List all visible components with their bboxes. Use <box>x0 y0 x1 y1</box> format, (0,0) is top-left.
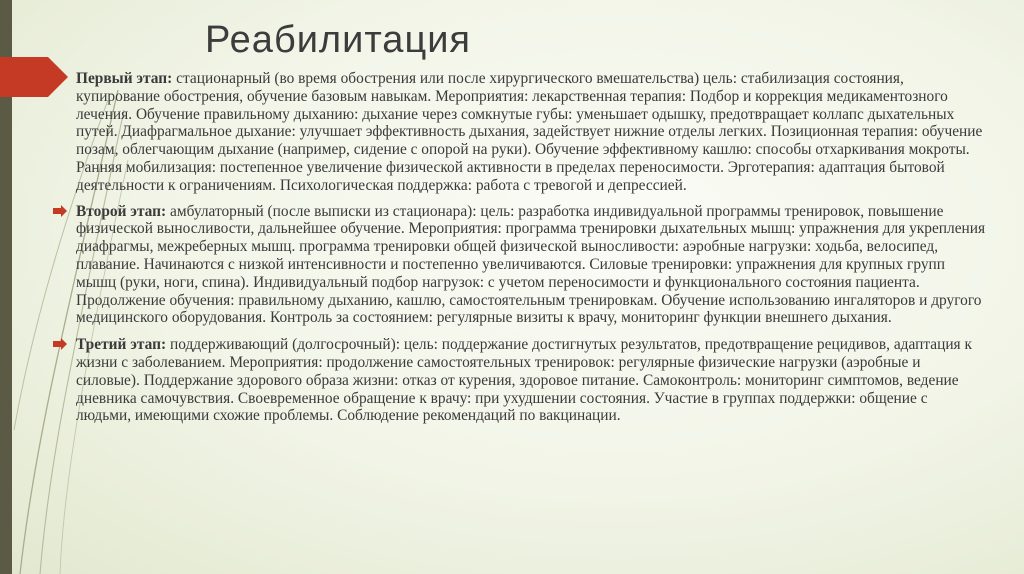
stage-3-text: поддерживающий (долгосрочный): цель: поддержание достигнутых результатов, предотвращение рецидивов, адаптация к жизни с заболеванием. Мероприятия: продолжение самостоятельных тренировок: регулярные физические нагрузки (аэробные и силовые). Поддержание здорового образа жизни: отказ от курения, здоровое питание. Самоконтроль: мониторинг симптомов, ведение дневника самочувствия. Своевременное обращение к врачу: при ухудшении состояния. Участие в группах поддержки: общение с людьми, имеющими схожие проблемы. Соблюдение рекомендаций по вакцинации. <box>76 336 972 425</box>
stage-1-text: стационарный (во время обострения или после хирургического вмешательства) цель: стабилизация состояния, купирование обострения, обучение базовым навыкам. Мероприятия: лекарственная терапия: Подбор и коррекция медикаментозного лечения. Обучение правильному дыханию: дыхание через сомкнутые губы: уменьшает одышку, предотвращает коллапс дыхательных путей. Диафрагмальное дыхание: улучшает эффективность дыхания, задействует нижние отделы легких. Позиционная терапия: обучение позам, облегчающим дыхание (например, сидение с опорой на руки). Обучение эффективному кашлю: способы отхаркивания мокроты. Ранняя мобилизация: постепенное увеличение физической активности в пределах переносимости. Эрготерапия: адаптация бытовой деятельности к ограничениям. Психологическая поддержка: работа с тревогой и депрессией. <box>76 70 983 194</box>
red-accent-tab <box>0 57 68 97</box>
stage-paragraph-1 <box>76 70 986 195</box>
slide-title: Реабилитация <box>205 19 472 61</box>
stage-paragraph-2 <box>76 203 986 328</box>
stage-2-label: Второй этап: <box>76 202 167 220</box>
arrow-bullet-icon <box>53 338 67 350</box>
slide-content <box>76 70 986 435</box>
stage-2-text: амбулаторный (после выписки из стационара): цель: разработка индивидуальной программы тренировок, повышение физической выносливости, дальнейшее обучение. Мероприятия: программа тренировки дыхательных мышц: упражнения для укрепления диафрагмы, межреберных мышц. программа тренировки общей физической выносливости: аэробные нагрузки: ходьба, велосипед, плавание. Начинаются с низкой интенсивности и постепенно увеличиваются. Силовые тренировки: упражнения для крупных групп мышц (руки, ноги, спина). Индивидуальный подбор нагрузок: с учетом переносимости и функционального состояния пациента. Продолжение обучения: правильному дыханию, кашлю, самостоятельным тренировкам. Обучение использованию ингаляторов и другого медицинского оборудования. Контроль за состоянием: регулярные визиты к врачу, мониторинг функции внешнего дыхания. <box>76 202 986 327</box>
arrow-bullet-icon <box>53 205 67 217</box>
stage-1-label: Первый этап: <box>76 70 173 87</box>
stage-3-label: Третий этап: <box>76 336 167 354</box>
stage-paragraph-3 <box>76 336 986 425</box>
